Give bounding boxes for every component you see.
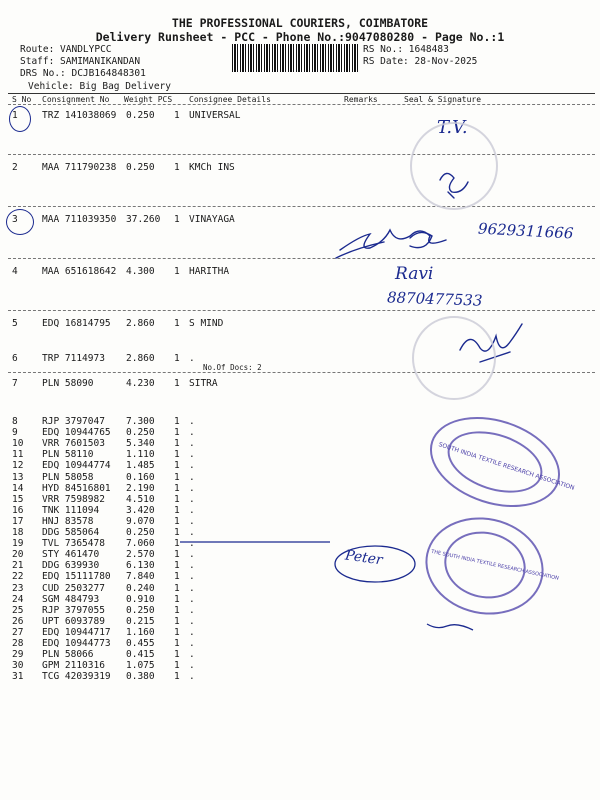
consignee: . (189, 560, 195, 572)
consignment-number: MAA 651618642 (42, 266, 117, 277)
serial-number: 23 (12, 582, 24, 594)
serial-number: 15 (12, 493, 24, 505)
header-rule-bottom (8, 104, 595, 105)
consignment-number: PLN 58058 (42, 471, 94, 483)
consignee: . (189, 460, 195, 472)
weight: 4.230 (126, 378, 155, 389)
weight: 1.485 (126, 460, 155, 472)
consignee: . (189, 504, 195, 516)
weight: 6.130 (126, 560, 155, 572)
consignment-number: TRZ 141038069 (42, 110, 117, 121)
serial-number: 24 (12, 593, 24, 605)
weight: 0.215 (126, 615, 155, 627)
pieces: 1 (174, 110, 180, 121)
consignment-number: EDQ 15111780 (42, 571, 111, 583)
weight: 0.160 (126, 471, 155, 483)
col-consignee: Consignee Details (189, 95, 271, 104)
serial-number: 16 (12, 504, 24, 516)
faint-stamp-row-2 (410, 122, 498, 210)
consignee: . (189, 527, 195, 538)
consignment-number: EDQ 10944774 (42, 460, 111, 472)
barcode (232, 44, 358, 72)
col-remarks: Remarks (344, 95, 378, 104)
serial-number: 29 (12, 649, 24, 661)
docs-note: No.Of Docs: 2 (203, 363, 262, 372)
weight: 0.455 (126, 638, 155, 649)
consignee: . (189, 353, 195, 364)
consignment-number: HYD 84516801 (42, 482, 111, 494)
consignee: . (189, 649, 195, 661)
consignment-number: VRR 7598982 (42, 493, 105, 505)
weight: 0.415 (126, 649, 155, 661)
weight: 2.190 (126, 482, 155, 494)
weight: 7.300 (126, 416, 155, 427)
consignment-number: MAA 711790238 (42, 162, 117, 173)
rs-number: RS No.: 1648483 (363, 44, 449, 55)
pieces: 1 (174, 353, 180, 364)
consignment-number: HNJ 83578 (42, 515, 94, 527)
weight: 0.380 (126, 671, 155, 683)
serial-number: 8 (12, 416, 18, 427)
pieces: 1 (174, 638, 180, 649)
consignment-number: TRP 7114973 (42, 353, 105, 364)
consignee: . (189, 593, 195, 605)
consignment-number: RJP 3797055 (42, 604, 105, 616)
weight: 37.260 (126, 214, 161, 225)
consignee: . (189, 515, 195, 527)
pieces: 1 (174, 582, 180, 594)
consignee: . (189, 660, 195, 672)
col-consignment: Consignment No (42, 95, 110, 104)
serial-number: 25 (12, 604, 24, 616)
serial-number: 7 (12, 378, 18, 389)
weight: 0.250 (126, 604, 155, 616)
weight: 2.860 (126, 353, 155, 364)
consignee: . (189, 582, 195, 594)
pieces: 1 (174, 626, 180, 638)
pieces: 1 (174, 427, 180, 439)
weight: 0.240 (126, 582, 155, 594)
consignment-number: DDG 639930 (42, 560, 100, 572)
consignee: UNIVERSAL (189, 110, 241, 121)
weight: 2.860 (126, 318, 155, 329)
consignment-number: CUD 2503277 (42, 582, 105, 594)
consignee: . (189, 482, 195, 494)
consignment-number: TVL 7365478 (42, 538, 105, 550)
pen-mark (425, 618, 475, 632)
serial-number: 21 (12, 560, 24, 572)
pieces: 1 (174, 515, 180, 527)
pieces: 1 (174, 504, 180, 516)
weight: 7.060 (126, 538, 155, 550)
weight: 0.250 (126, 110, 155, 121)
consignee: . (189, 471, 195, 483)
pieces: 1 (174, 214, 180, 225)
consignee: . (189, 626, 195, 638)
consignee: . (189, 671, 195, 683)
consignment-number: MAA 711039350 (42, 214, 117, 225)
consignment-number: DDG 585064 (42, 527, 100, 538)
serial-number: 28 (12, 638, 24, 649)
serial-number: 4 (12, 266, 18, 277)
col-seal-signature: Seal & Signature (404, 95, 482, 104)
serial-number: 14 (12, 482, 24, 494)
handwritten-initials-row-1: T.V. (437, 117, 468, 138)
vehicle-label: Vehicle: Big Bag Delivery (28, 81, 171, 92)
consignment-number: EDQ 10944773 (42, 638, 111, 649)
drs-label: DRS No.: DCJB164848301 (20, 68, 146, 79)
pieces: 1 (174, 493, 180, 505)
pieces: 1 (174, 660, 180, 672)
consignee: . (189, 416, 195, 427)
pieces: 1 (174, 604, 180, 616)
consignment-number: SGM 484793 (42, 593, 100, 605)
serial-number: 27 (12, 626, 24, 638)
weight: 0.250 (126, 162, 155, 173)
pieces: 1 (174, 671, 180, 683)
runsheet-title: Delivery Runsheet - PCC - Phone No.:9047080280 - Page No.:1 (95, 30, 505, 44)
consignee: . (189, 538, 195, 550)
pieces: 1 (174, 471, 180, 483)
consignee: . (189, 493, 195, 505)
serial-number: 10 (12, 438, 24, 450)
pieces: 1 (174, 649, 180, 661)
consignment-number: EDQ 16814795 (42, 318, 111, 329)
consignee: . (189, 427, 195, 439)
col-weight-pcs: Weight PCS (124, 95, 173, 104)
consignment-number: EDQ 10944765 (42, 427, 111, 439)
weight: 1.075 (126, 660, 155, 672)
serial-number: 11 (12, 449, 24, 461)
serial-number: 26 (12, 615, 24, 627)
rs-date: RS Date: 28-Nov-2025 (363, 56, 478, 67)
handwritten-phone-row-4: 8870477533 (386, 288, 483, 310)
consignment-number: EDQ 10944717 (42, 626, 111, 638)
weight: 0.250 (126, 527, 155, 538)
consignee: . (189, 571, 195, 583)
weight: 9.070 (126, 515, 155, 527)
pieces: 1 (174, 549, 180, 561)
pen-circle-row-3 (6, 209, 34, 235)
serial-number: 2 (12, 162, 18, 173)
pieces: 1 (174, 527, 180, 538)
consignee: . (189, 449, 195, 461)
company-title: THE PROFESSIONAL COURIERS, COIMBATORE (171, 16, 429, 30)
consignment-number: PLN 58066 (42, 649, 94, 661)
consignment-number: PLN 58090 (42, 378, 94, 389)
pieces: 1 (174, 378, 180, 389)
consignment-number: RJP 3797047 (42, 416, 105, 427)
weight: 0.910 (126, 593, 155, 605)
consignee: . (189, 638, 195, 649)
weight: 2.570 (126, 549, 155, 561)
serial-number: 20 (12, 549, 24, 561)
pieces: 1 (174, 482, 180, 494)
serial-number: 12 (12, 460, 24, 472)
consignee: HARITHA (189, 266, 230, 277)
weight: 1.110 (126, 449, 155, 461)
consignment-number: STY 461470 (42, 549, 100, 561)
serial-number: 22 (12, 571, 24, 583)
pieces: 1 (174, 416, 180, 427)
consignee: S MIND (189, 318, 224, 329)
consignee: . (189, 615, 195, 627)
route-label: Route: VANDLYPCC (20, 44, 112, 55)
col-sno: S No (12, 95, 32, 104)
weight: 5.340 (126, 438, 155, 450)
weight: 4.510 (126, 493, 155, 505)
weight: 0.250 (126, 427, 155, 439)
pieces: 1 (174, 571, 180, 583)
consignee: . (189, 604, 195, 616)
weight: 4.300 (126, 266, 155, 277)
serial-number: 19 (12, 538, 24, 550)
consignment-number: TNK 111094 (42, 504, 100, 516)
serial-number: 3 (12, 214, 18, 225)
serial-number: 17 (12, 515, 24, 527)
serial-number: 13 (12, 471, 24, 483)
consignee: SITRA (189, 378, 218, 389)
pieces: 1 (174, 449, 180, 461)
serial-number: 31 (12, 671, 24, 683)
faint-stamp-row-6 (412, 316, 496, 400)
pen-line-row-19 (180, 530, 420, 590)
pen-circle-row-1 (9, 106, 31, 132)
consignee: VINAYAGA (189, 214, 235, 225)
serial-number: 9 (12, 427, 18, 439)
pieces: 1 (174, 593, 180, 605)
serial-number: 18 (12, 527, 24, 538)
consignment-number: VRR 7601503 (42, 438, 105, 450)
seal-stamp-bottom-text: THE SOUTH INDIA TEXTILE RESEARCH ASSOCIATION (430, 548, 560, 582)
handwritten-name-row-19: Peter (344, 547, 384, 569)
pieces: 1 (174, 318, 180, 329)
staff-label: Staff: SAMIMANIKANDAN (20, 56, 141, 67)
pieces: 1 (174, 438, 180, 450)
pieces: 1 (174, 538, 180, 550)
weight: 7.840 (126, 571, 155, 583)
consignment-number: UPT 6093789 (42, 615, 105, 627)
handwritten-name-row-4: Ravi (395, 264, 434, 284)
pieces: 1 (174, 615, 180, 627)
pieces: 1 (174, 162, 180, 173)
serial-number: 6 (12, 353, 18, 364)
serial-number: 1 (12, 110, 18, 121)
consignment-number: GPM 2110316 (42, 660, 105, 672)
weight: 1.160 (126, 626, 155, 638)
pieces: 1 (174, 460, 180, 472)
header-rule-top (8, 93, 595, 94)
consignment-number: TCG 42039319 (42, 671, 111, 683)
serial-number: 5 (12, 318, 18, 329)
seal-stamp-top-text: SOUTH INDIA TEXTILE RESEARCH ASSOCIATION (437, 441, 576, 492)
consignee: . (189, 438, 195, 450)
consignee: KMCh INS (189, 162, 235, 173)
weight: 3.420 (126, 504, 155, 516)
handwritten-phone-row-3: 9629311666 (477, 219, 574, 243)
pieces: 1 (174, 266, 180, 277)
consignment-number: PLN 58110 (42, 449, 94, 461)
serial-number: 30 (12, 660, 24, 672)
consignee: . (189, 549, 195, 561)
pieces: 1 (174, 560, 180, 572)
